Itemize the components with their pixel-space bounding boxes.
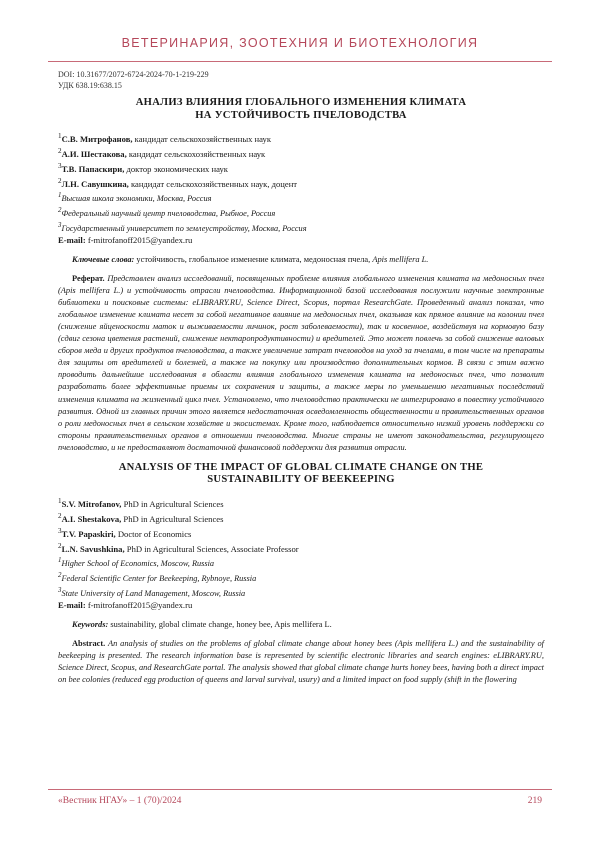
keywords-en: Keywords: sustainability, global climate change, honey bee, Apis mellifera L. xyxy=(72,620,332,630)
authors-ru xyxy=(58,130,544,190)
affiliation-ru: $^2$Федеральный научный центр пчеловодства, Рыбное, Россия xyxy=(58,206,276,218)
abstract-en: Abstract. An analysis of studies on the problems of global climate change about honey bees (Apis mellifera L.) and the sustainability of beekeeping is presented. The research information base is represented by scientific electronic libraries and search engines: eLIBRARY.RU, Science Direct, Scopus, and ResearchGate portal. The analysis showed that global climate change hurts honey bees, having both a direct impact on bee colonies (reduced egg production of queens and larval survival, usury) and a limited impact on food supply (shift in the flowering xyxy=(58,638,544,684)
header-divider xyxy=(48,61,552,62)
title-ru-line2: НА УСТОЙЧИВОСТЬ ПЧЕЛОВОДСТВА xyxy=(195,109,407,121)
title-en xyxy=(58,462,544,487)
author-en: $^2$A.I. Shestakova, PhD in Agricultural Sciences xyxy=(58,511,224,524)
author-ru: $^2$А.И. Шестакова, кандидат сельскохозяйственных наук xyxy=(58,146,266,159)
author-en: $^3$T.V. Papaskiri, Doctor of Economics xyxy=(58,526,192,539)
keywords-ru: Ключевые слова: устойчивость, глобальное изменение климата, медоносная пчела, Apis mellifera L. xyxy=(72,255,429,265)
email-link-ru[interactable]: f-mitrofanoff2015@yandex.ru xyxy=(85,235,193,246)
affiliation-ru: $^3$Государственный университет по землеустройству, Москва, Россия xyxy=(58,221,307,233)
title-ru xyxy=(58,97,544,122)
journal-header: ВЕТЕРИНАРИЯ, ЗООТЕХНИЯ И БИОТЕХНОЛОГИЯ xyxy=(121,36,479,50)
footer-journal: «Вестник НГАУ» – 1 (70)/2024 xyxy=(58,796,182,806)
authors-en xyxy=(58,495,544,555)
doi: DOI: 10.31677/2072-6724-2024-70-1-219-229 xyxy=(58,70,209,79)
title-en-line2: SUSTAINABILITY OF BEEKEEPING xyxy=(207,474,395,486)
title-en-line1: ANALYSIS OF THE IMPACT OF GLOBAL CLIMATE CHANGE ON THE xyxy=(118,461,484,473)
page-number: 219 xyxy=(527,796,542,806)
affiliations-ru xyxy=(58,190,544,235)
author-ru: $^1$С.В. Митрофанов, кандидат сельскохозяйственных наук xyxy=(58,132,271,144)
author-ru: $^2$Л.Н. Савушкина, кандидат сельскохозяйственных наук, доцент xyxy=(58,176,298,189)
author-ru: $^3$Т.В. Папаскири, доктор экономических наук xyxy=(58,161,228,174)
udk: УДК 638.19:638.15 xyxy=(58,80,122,90)
affiliation-en: $^1$Higher School of Economics, Moscow, Russia xyxy=(58,556,215,568)
author-en: $^2$L.N. Savushkina, PhD in Agricultural Sciences, Associate Professor xyxy=(58,541,299,554)
footer-divider xyxy=(48,789,552,790)
affiliation-ru: $^1$Высшая школа экономики, Москва, Россия xyxy=(58,191,212,203)
email-link-en[interactable]: f-mitrofanoff2015@yandex.ru xyxy=(85,600,193,611)
abstract-ru: Реферат. Представлен анализ исследований, посвященных проблеме влияния глобального изменения климата на медоносных пчел (Apis mellifera L.) и устойчивость отрасли пчеловодства. Информационной базой исследования послужили научные электронные библиотеки и поисковые системы: eLIBRARY.RU, Science Direct, Scopus, портал ResearchGate. Проведенный анализ показал, что глобальное изменение климата несет за собой негативное влияние на медоносных пчел, оказывая как прямое влияние на колонии пчел (снижение яйценоскости маток и выживаемости личинок, рост заболеваемости), так и косвенное, воздействуя на кормовую базу (сдвиг сезона цветения растений, снижение нектаропродуктивности) и вредителей. Это может повлечь за собой снижение валовых сборов меда и других продуктов пчеловодства, а также увеличение затрат пчеловодов на уход за пчелами, в том числе на препараты для защиты от вредителей и болезней, а также на покупку или производство дополнительных кормов. В связи с этим важно проводить дальнейшие исследования в области влияния глобального изменения климата на медоносных пчел, что позволит разработать более эффективные приемы их сохранения и защиты, а также меры по уменьшению негативных последствий изменения климата на жизненный цикл пчел. Установлено, что пчеловодство практически не интегрировано в повестку устойчивого развития. Одной из главных причин этого является недостаточная осведомленность общественности и правительственных органов о роли медоносных пчел в сельском хозяйстве и экосистемах. Кроме того, наблюдается относительно низкий уровень поддержки со стороны правительственных органов в отношении пчеловодства. Многие страны не имеют законодательства, регулирующего пчеловодство, и не предоставляют достаточной финансовой поддержки для развития отрасли. xyxy=(58,273,544,452)
affiliation-en: $^2$Federal Scientific Center for Beekeeping, Rybnoye, Russia xyxy=(58,571,257,583)
affiliation-en: $^3$State University of Land Management, Moscow, Russia xyxy=(58,586,246,598)
affiliations-en xyxy=(58,555,544,600)
email-ru: E-mail: f-mitrofanoff2015@yandex.ru xyxy=(58,235,193,246)
article-content xyxy=(58,70,544,686)
email-en: E-mail: f-mitrofanoff2015@yandex.ru xyxy=(58,600,193,611)
author-en: $^1$S.V. Mitrofanov, PhD in Agricultural Sciences xyxy=(58,496,224,509)
title-ru-line1: АНАЛИЗ ВЛИЯНИЯ ГЛОБАЛЬНОГО ИЗМЕНЕНИЯ КЛИМАТА xyxy=(135,97,467,108)
